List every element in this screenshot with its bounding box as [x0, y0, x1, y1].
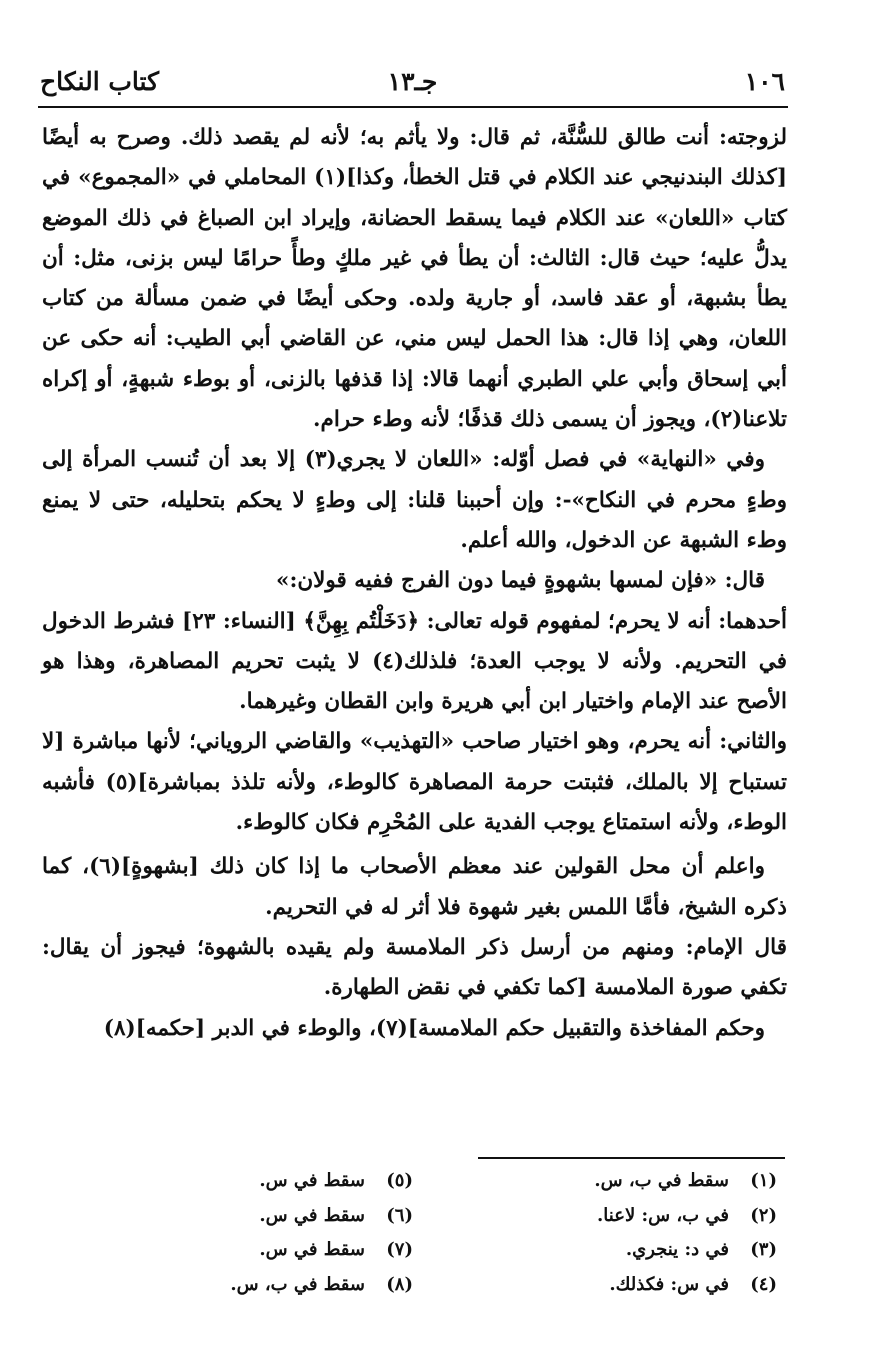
footnote	[417, 1233, 777, 1268]
footnote-number: (٨)	[386, 1273, 413, 1295]
footnote-column-right	[417, 1164, 777, 1302]
footnote-text: سقط في س.	[259, 1204, 365, 1226]
footnote-column-left	[53, 1164, 413, 1302]
paragraph: أحدهما: أنه لا يحرم؛ لمفهوم قوله تعالى: ﴿دَخَلْتُم بِهِنَّ﴾ [النساء: ٢٣] فشرط الدخول في التحريم. ولأنه لا يوجب العدة؛ فلذلك(٤) لا يثبت تحريم المصاهرة، وهذا هو الأصح عند الإمام واختيار ابن أبي هريرة وابن القطان وغيرهما.	[42, 608, 787, 715]
footnotes	[40, 1164, 785, 1304]
footnote-text: سقط في ب، س.	[230, 1273, 365, 1295]
footnote-number: (٧)	[386, 1239, 413, 1260]
footnote-text: في د: ينجري.	[625, 1239, 729, 1260]
running-header	[40, 62, 785, 102]
footnote-number: (١)	[750, 1170, 777, 1191]
footnote	[53, 1268, 413, 1303]
paragraph: قال: «فإن لمسها بشهوةٍ فيما دون الفرج ففيه قولان:»	[276, 568, 765, 594]
footnote	[53, 1233, 413, 1268]
volume-number: جـ١٣	[387, 67, 438, 96]
page-number: ١٠٦	[744, 67, 785, 96]
footnote-number: (٥)	[386, 1170, 413, 1191]
footnote-number: (٦)	[386, 1204, 413, 1226]
footnote-text: سقط في س.	[259, 1239, 365, 1260]
footnote-number: (٢)	[750, 1204, 777, 1226]
footnote-text: في ب، س: لاعنا.	[597, 1204, 729, 1226]
header-divider	[38, 106, 788, 108]
footnote-text: سقط في ب، س.	[594, 1170, 729, 1191]
footnote	[53, 1164, 413, 1199]
footnote	[417, 1164, 777, 1199]
paragraph: واعلم أن محل القولين عند معظم الأصحاب ما إذا كان ذلك [بشهوةٍ](٦)، كما ذكره الشيخ، فأمَّا اللمس بغير شهوة فلا أثر له في التحريم.	[42, 854, 787, 920]
footnote	[417, 1268, 777, 1303]
footnote	[417, 1199, 777, 1234]
paragraph: وحكم المفاخذة والتقبيل حكم الملامسة](٧)، والوطء في الدبر [حكمه](٨)	[103, 1015, 765, 1041]
footnote-text: سقط في س.	[259, 1170, 365, 1191]
footnote	[53, 1199, 413, 1234]
paragraph: لزوجته: أنت طالق للسُّنَّة، ثم قال: ولا يأثم به؛ لأنه لم يقصد ذلك. وصرح به أيضًا [كذلك البندنيجي عند الكلام في قتل الخطأ، وكذا](١) المحاملي في «المجموع» في كتاب «اللعان» عند الكلام فيما يسقط الحضانة، وإيراد ابن الصباغ في ذلك الموضع يدلُّ عليه؛ حيث قال: الثالث: أن يطأ في غير ملكٍ وطأً حرامًا ليس بزنى، مثل: أن يطأ بشبهة، أو عقد فاسد، أو جارية ولده. وحكى أيضًا في ضمن مسألة من كتاب اللعان، وهي إذا قال: هذا الحمل ليس مني، عن القاضي أبي الطيب: أنه حكى عن أبي إسحاق وأبي علي الطبري أنهما قالا: إذا قذفها بالزنى، أو بوطء شبهةٍ، أو إكراه تلاعنا(٢)، ويجوز أن يسمى ذلك قذفًا؛ لأنه وطء حرام.	[42, 125, 787, 433]
paragraph: والثاني: أنه يحرم، وهو اختيار صاحب «التهذيب» والقاضي الروياني؛ لأنها مباشرة [لا تستباح إلا بالملك، فثبتت حرمة المصاهرة كالوطء، ولأنه تلذذ بمباشرة](٥) فأشبه الوطء، ولأنه استمتاع يوجب الفدية على المُحْرِم فكان كالوطء.	[42, 729, 787, 836]
paragraph: قال الإمام: ومنهم من أرسل ذكر الملامسة ولم يقيده بالشهوة؛ فيجوز أن يقال: تكفي صورة الملامسة [كما تكفي في نقض الطهارة.	[42, 934, 787, 1001]
main-text	[42, 118, 787, 1049]
footnote-text: في س: فكذلك.	[609, 1273, 729, 1295]
paragraph: وفي «النهاية» في فصل أوّله: «اللعان لا يجري(٣) إلا بعد أن تُنسب المرأة إلى وطءٍ محرم في النكاح»-: وإن أحببنا قلنا: إلى وطءٍ لا يحكم بتحليله، حتى لا يمنع وطء الشبهة عن الدخول، والله أعلم.	[42, 447, 787, 553]
book-title: كتاب النكاح	[40, 67, 159, 96]
footnote-number: (٣)	[750, 1239, 777, 1260]
footnote-divider	[478, 1157, 785, 1159]
footnote-number: (٤)	[750, 1273, 777, 1295]
